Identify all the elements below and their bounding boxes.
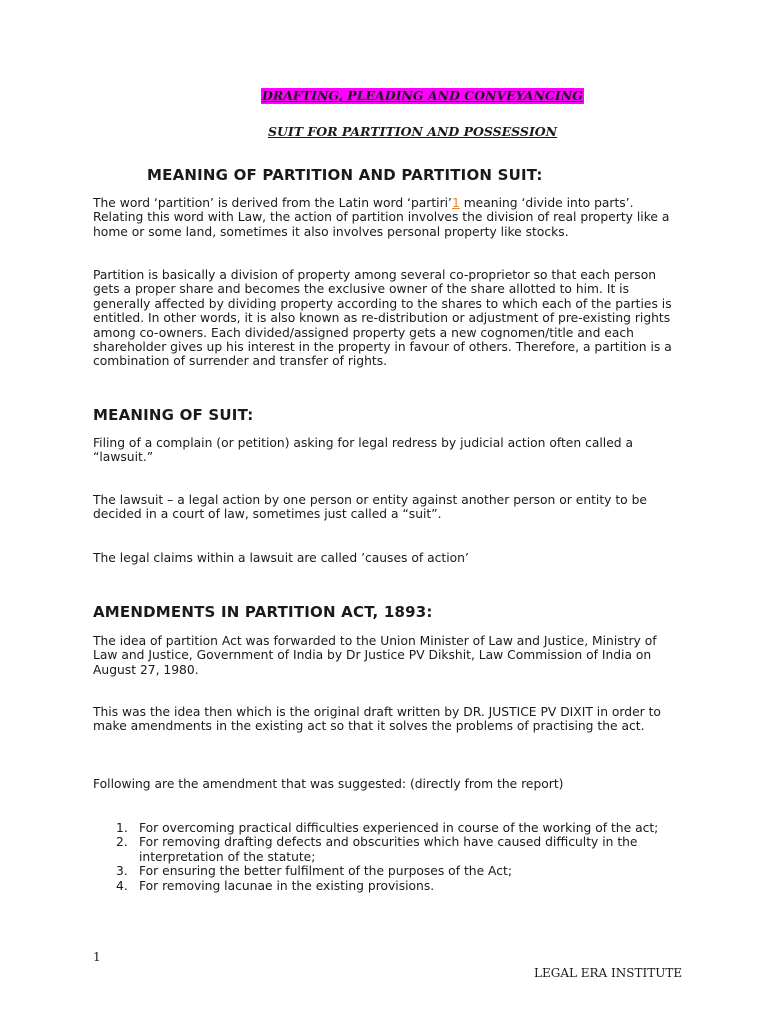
section-heading-suit: MEANING OF SUIT: bbox=[93, 406, 254, 424]
paragraph-amendments-intro: Following are the amendment that was suggested: (directly from the report) bbox=[93, 777, 564, 791]
document-subtitle: SUIT FOR PARTITION AND POSSESSION bbox=[268, 124, 558, 139]
list-item-text: For ensuring the better fulfilment of the purposes of the Act; bbox=[139, 864, 512, 879]
page-number: 1 bbox=[93, 950, 101, 964]
list-item-number: 4. bbox=[116, 878, 128, 893]
document-title: DRAFTING, PLEADING AND CONVEYANCING bbox=[262, 88, 583, 103]
paragraph-suit-filing: Filing of a complain (or petition) asking for legal redress by judicial action often called a “lawsuit.” bbox=[93, 436, 634, 465]
list-item bbox=[93, 864, 678, 878]
list-item-text: For overcoming practical difficulties experienced in course of the working of the act; bbox=[139, 821, 659, 835]
paragraph-text: meaning ‘divide into parts’. Relating this word with Law, the action of partition involves the division of real property like a home or some land, sometimes it also involves personal property like stocks. bbox=[93, 196, 670, 239]
paragraph-text: The word ‘partition’ is derived from the Latin word ‘partiri’ bbox=[93, 196, 452, 210]
list-item bbox=[93, 821, 678, 835]
list-item-number: 2. bbox=[116, 835, 128, 850]
list-item-text: For removing lacunae in the existing provisions. bbox=[139, 878, 435, 893]
paragraph-suit-lawsuit: The lawsuit – a legal action by one person or entity against another person or entity to be decided in a court of law, sometimes just called a “suit”. bbox=[93, 493, 647, 522]
list-item-number: 1. bbox=[116, 821, 128, 835]
amendments-list bbox=[93, 821, 678, 893]
list-item bbox=[93, 879, 678, 893]
paragraph-partition-definition: Partition is basically a division of property among several co-proprietor so that each person gets a proper share and becomes the exclusive owner of the share allotted to him. It is generally affected by dividing property according to the shares to which each of the parties is entitled. In other words, it is also known as re-distribution or adjustment of pre-existing rights among co-owners. Each divided/assigned property gets a new cognomen/title and each shareholder gives up his interest in the property in favour of others. Therefore, a partition is a combination of surrender and transfer of rights. bbox=[93, 268, 672, 369]
paragraph-partition-etymology bbox=[93, 196, 678, 239]
footnote-link[interactable]: 1 bbox=[451, 196, 460, 210]
list-item-number: 3. bbox=[116, 864, 128, 879]
paragraph-amendments-draft: This was the idea then which is the original draft written by DR. JUSTICE PV DIXIT in order to make amendments in the existing act so that it solves the problems of practising the act. bbox=[93, 705, 661, 734]
section-heading-partition: MEANING OF PARTITION AND PARTITION SUIT: bbox=[147, 166, 543, 184]
paragraph-suit-causes: The legal claims within a lawsuit are called ’causes of action’ bbox=[93, 551, 469, 565]
paragraph-amendments-origin: The idea of partition Act was forwarded to the Union Minister of Law and Justice, Ministry of Law and Justice, Government of India by Dr Justice PV Dikshit, Law Commission of India on August 27, 1980. bbox=[93, 634, 657, 677]
footer-brand: LEGAL ERA INSTITUTE bbox=[534, 966, 683, 980]
section-heading-amendments: AMENDMENTS IN PARTITION ACT, 1893: bbox=[93, 603, 433, 621]
list-item-text: For removing drafting defects and obscurities which have caused difficulty in the interpretation of the statute; bbox=[139, 835, 638, 864]
list-item bbox=[93, 835, 678, 864]
